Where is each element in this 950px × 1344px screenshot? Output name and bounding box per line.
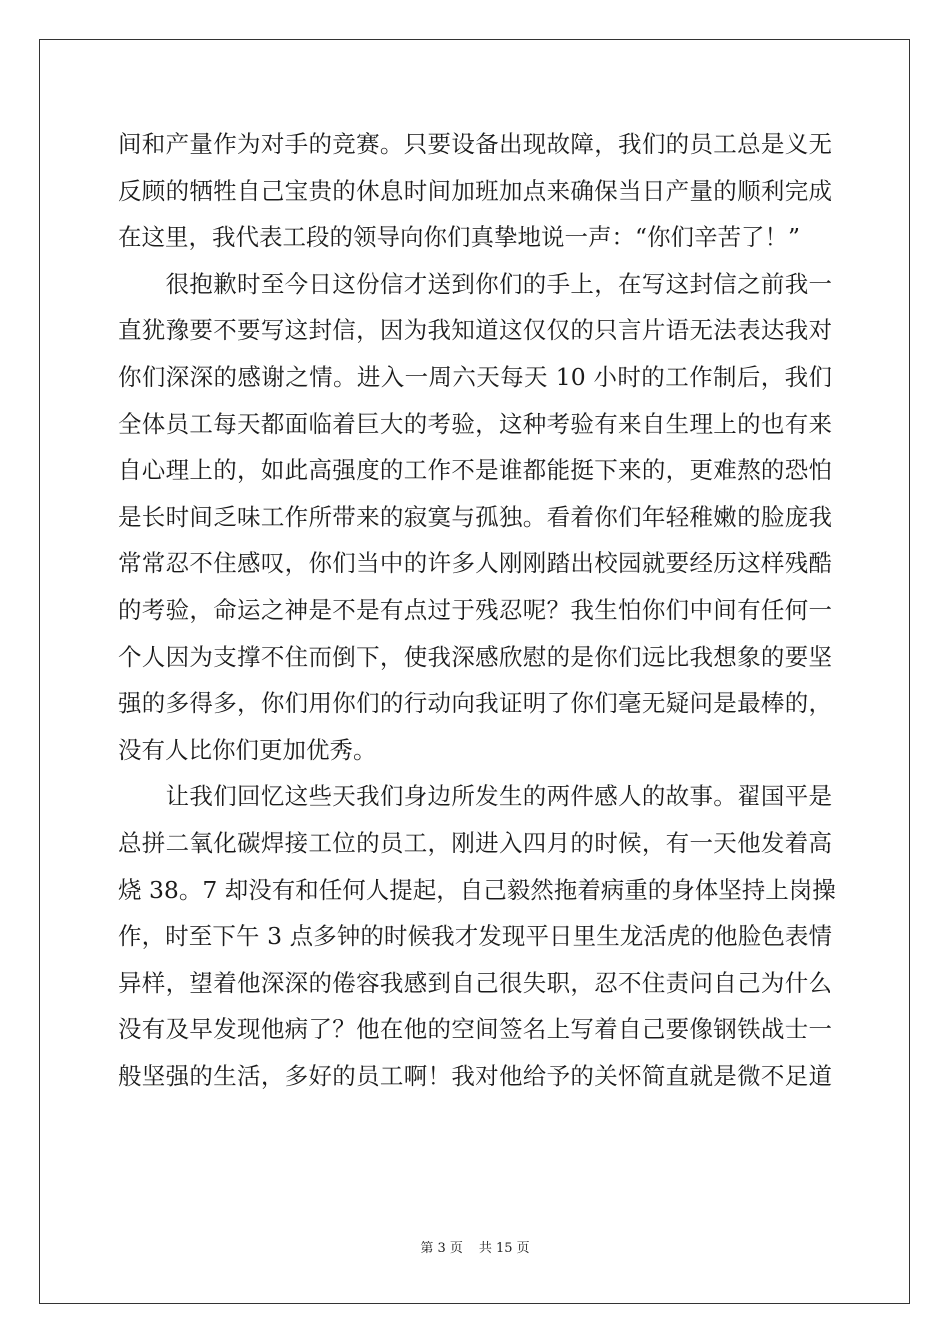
text-line: 直犹豫要不要写这封信，因为我知道这仅仅的只言片语无法表达我对 — [118, 316, 832, 345]
text-line: 让我们回忆这些天我们身边所发生的两件感人的故事。翟国平是 — [118, 782, 832, 811]
text-line: 没有人比你们更加优秀。 — [118, 735, 377, 764]
text-line: 没有及早发现他病了？他在他的空间签名上写着自己要像钢铁战士一 — [118, 1015, 832, 1044]
text-line: 全体员工每天都面临着巨大的考验，这种考验有来自生理上的也有来 — [118, 409, 832, 438]
text-line: 反顾的牺牲自己宝贵的休息时间加班加点来确保当日产量的顺利完成 — [118, 176, 832, 205]
page-total: 共 15 页 — [478, 1241, 530, 1256]
text-line: 总拼二氧化碳焊接工位的员工，刚进入四月的时候，有一天他发着高 — [118, 828, 832, 857]
text-line: 常常忍不住感叹，你们当中的许多人刚刚踏出校园就要经历这样残酷 — [118, 549, 832, 578]
text-line: 是长时间乏味工作所带来的寂寞与孤独。看着你们年轻稚嫩的脸庞我 — [118, 502, 832, 531]
text-line: 间和产量作为对手的竞赛。只要设备出现故障，我们的员工总是义无 — [118, 130, 832, 158]
text-line: 你们深深的感谢之情。进入一周六天每天 10 小时的工作制后，我们 — [118, 362, 832, 391]
text-line: 作，时至下午 3 点多钟的时候我才发现平日里生龙活虎的他脸色表情 — [118, 922, 832, 951]
page-footer — [0, 1240, 950, 1258]
text-line: 自心理上的，如此高强度的工作不是谁都能挺下来的，更难熬的恐怕 — [118, 456, 832, 485]
text-line: 的考验，命运之神是不是有点过于残忍呢？我生怕你们中间有任何一 — [118, 595, 832, 624]
text-line: 强的多得多，你们用你们的行动向我证明了你们毫无疑问是最棒的， — [118, 689, 832, 718]
document-body — [118, 121, 836, 1099]
text-line: 个人因为支撑不住而倒下，使我深感欣慰的是你们远比我想象的要坚 — [118, 642, 832, 671]
text-line: 很抱歉时至今日这份信才送到你们的手上，在写这封信之前我一 — [118, 269, 832, 298]
text-line: 在这里，我代表工段的领导向你们真挚地说一声：“你们辛苦了！” — [118, 223, 801, 252]
text-line: 异样，望着他深深的倦容我感到自己很失职，忍不住责问自己为什么 — [118, 968, 832, 997]
text-line: 般坚强的生活，多好的员工啊！我对他给予的关怀简直就是微不足道 — [118, 1061, 832, 1090]
text-line: 烧 38。7 却没有和任何人提起，自己毅然拖着病重的身体坚持上岗操 — [118, 875, 836, 904]
page-number: 第 3 页 — [420, 1241, 463, 1256]
